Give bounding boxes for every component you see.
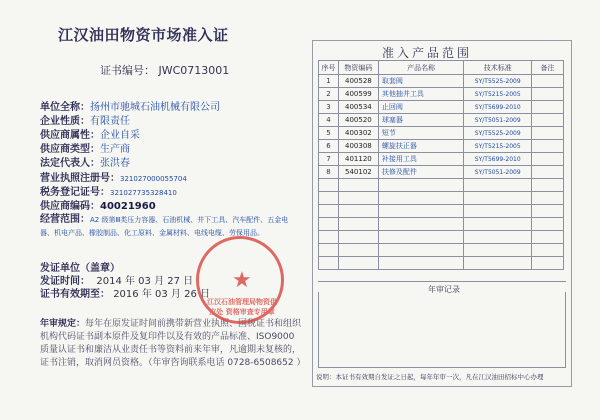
table-cell-no: 7 [319, 153, 339, 166]
product-scope-title: 准入产品范围 [382, 46, 473, 60]
seal-text: 江汉石油管理局物资供应处 资格审查专用章 [207, 297, 277, 316]
table-cell-note [532, 179, 564, 192]
table-cell-no: 1 [319, 75, 339, 88]
table-row [319, 127, 564, 140]
table-cell-code: 400599 [338, 88, 378, 101]
issue-unit-label: 发证单位（盖章） [40, 263, 120, 274]
table-cell-code: 400534 [338, 101, 378, 114]
table-cell-std: SY/T5051-2009 [464, 114, 532, 127]
field-label: 税务登记证号： [40, 187, 110, 198]
table-cell-name: 螺旋扶正器 [378, 140, 464, 153]
table-cell-name [378, 244, 464, 257]
field-tax-registration [40, 183, 177, 198]
field-supplier-attribute [40, 126, 140, 141]
table-cell-note [532, 140, 564, 153]
table-cell-std: SY/T5525-2009 [464, 127, 532, 140]
table-cell-no: 8 [319, 166, 339, 179]
table-cell-code: 400520 [338, 114, 378, 127]
table-cell-note [532, 257, 564, 270]
field-value: 321027735328410 [110, 189, 177, 197]
issue-date-label: 发证时间： [40, 276, 90, 287]
annual-review-box [318, 292, 566, 368]
table-row [319, 114, 564, 127]
valid-date-label: 证书有效期至： [40, 289, 110, 300]
field-label: 供应商属性： [40, 130, 100, 141]
certificate-number [100, 62, 229, 78]
field-company-name [40, 98, 220, 113]
table-cell-std [464, 231, 532, 244]
table-cell-no [319, 192, 339, 205]
field-label: 供应商编码： [40, 201, 100, 212]
review-label: 年审规定： [40, 319, 86, 329]
column-header: 序号 [319, 61, 339, 75]
table-cell-std: SY/T5051-2009 [464, 166, 532, 179]
table-cell-no [319, 244, 339, 257]
table-cell-std: SY/T5699-2010 [464, 153, 532, 166]
table-cell-note [532, 153, 564, 166]
product-table [318, 60, 564, 270]
table-cell-no: 6 [319, 140, 339, 153]
table-cell-name: 短节 [378, 127, 464, 140]
table-cell-code [338, 205, 378, 218]
table-cell-note [532, 244, 564, 257]
field-label: 单位全称： [40, 102, 90, 113]
column-header: 物资编码 [338, 61, 378, 75]
table-cell-no [319, 257, 339, 270]
table-row [319, 140, 564, 153]
table-cell-name [378, 205, 464, 218]
table-row [319, 218, 564, 231]
table-cell-code [338, 244, 378, 257]
table-row [319, 75, 564, 88]
field-value: 321027000055704 [120, 175, 187, 183]
certificate-number-value: JWC0713001 [158, 64, 230, 77]
table-cell-name [378, 231, 464, 244]
table-cell-note [532, 88, 564, 101]
field-value: 生产商 [100, 144, 130, 155]
table-row [319, 192, 564, 205]
table-cell-no [319, 205, 339, 218]
table-cell-std: SY/T5215-2005 [464, 140, 532, 153]
table-cell-std [464, 218, 532, 231]
star-icon: ★ [232, 268, 252, 293]
annual-review-rules [40, 318, 305, 370]
table-cell-name [378, 179, 464, 192]
column-header: 备注 [532, 61, 564, 75]
table-cell-no [319, 179, 339, 192]
column-header: 技术标准 [464, 61, 532, 75]
table-cell-name [378, 218, 464, 231]
field-value: 张洪春 [100, 158, 130, 169]
official-seal [196, 236, 284, 324]
table-row [319, 244, 564, 257]
issue-date-value: 2014 年 03 月 27 日 [96, 276, 194, 287]
table-cell-name: 球塞器 [378, 114, 464, 127]
field-business-license [40, 169, 187, 184]
field-label: 企业性质： [40, 116, 90, 127]
field-value: 扬州市驰城石油机械有限公司 [90, 102, 220, 113]
table-cell-no: 2 [319, 88, 339, 101]
field-legal-representative [40, 154, 130, 169]
table-cell-name: 其他抽井工具 [378, 88, 464, 101]
table-cell-code: 400308 [338, 140, 378, 153]
table-cell-name: 止回阀 [378, 101, 464, 114]
annual-review-title: 年审记录 [428, 285, 460, 294]
field-supplier-code [40, 197, 156, 212]
business-scope [40, 213, 302, 240]
table-row [319, 153, 564, 166]
table-cell-name [378, 257, 464, 270]
table-cell-code: 540102 [338, 166, 378, 179]
field-value: 企业自采 [100, 130, 140, 141]
table-header-row [319, 61, 564, 75]
table-cell-code [338, 192, 378, 205]
field-supplier-type [40, 140, 130, 155]
table-row [319, 257, 564, 270]
column-header: 产品名称 [378, 61, 464, 75]
table-cell-code: 400528 [338, 75, 378, 88]
table-cell-note [532, 192, 564, 205]
table-cell-name: 扶修及配件 [378, 166, 464, 179]
valid-date-value: 2016 年 03 月 26 日 [113, 289, 210, 300]
table-cell-code: 401120 [338, 153, 378, 166]
table-cell-no [319, 231, 339, 244]
table-cell-no [319, 218, 339, 231]
table-cell-name: 补接用工具 [378, 153, 464, 166]
footnote: 说明：本证书有效期自发证之日起，每年年审一次，凡在江汉油田招标中心办理 [316, 373, 544, 381]
table-row [319, 179, 564, 192]
table-cell-code [338, 218, 378, 231]
table-cell-std [464, 205, 532, 218]
table-cell-std [464, 179, 532, 192]
table-cell-code [338, 257, 378, 270]
table-cell-std: SY/T5215-2005 [464, 88, 532, 101]
table-cell-note [532, 127, 564, 140]
table-row [319, 205, 564, 218]
field-label: 供应商类型： [40, 144, 100, 155]
business-scope-text: A2 级第Ⅲ类压力容器、石油机械、井下工具、汽车配件、五金电器、机电产品、橡胶制品、化工原料、金属材料、电线电缆、劳保用品。 [40, 216, 289, 237]
table-cell-note [532, 218, 564, 231]
table-cell-note [532, 101, 564, 114]
certificate-title: 江汉油田物资市场准入证 [58, 26, 229, 44]
table-cell-code [338, 231, 378, 244]
table-cell-no: 3 [319, 101, 339, 114]
table-row [319, 166, 564, 179]
table-row [319, 101, 564, 114]
divider [318, 281, 566, 282]
table-cell-no: 5 [319, 127, 339, 140]
certificate-number-label: 证书编号： [100, 64, 155, 77]
table-cell-name: 取套阀 [378, 75, 464, 88]
field-label: 法定代表人： [40, 158, 100, 169]
table-cell-std [464, 244, 532, 257]
table-cell-note [532, 231, 564, 244]
table-cell-std [464, 192, 532, 205]
business-scope-label: 经营范围： [40, 214, 90, 225]
table-cell-std: SY/T5699-2010 [464, 101, 532, 114]
table-cell-no: 4 [319, 114, 339, 127]
review-text: 每年在原发证时间前携带新营业执照、国税证书和组织机构代码证书副本原件及复印件以及有效的产品标准、ISO9000 质量认证书和廉洁从业责任书等资料前来年审，凡逾期未复核的，证书注销，取消网员资格。（年审咨询联系电话 0728-6508652 ） [40, 319, 306, 368]
table-cell-std: SY/T5525-2009 [464, 75, 532, 88]
field-label: 营业执照注册号： [40, 173, 120, 184]
table-cell-note [532, 75, 564, 88]
field-value: 40021960 [100, 201, 156, 212]
table-cell-code: 400302 [338, 127, 378, 140]
field-value: 有限责任 [90, 116, 130, 127]
table-cell-name [378, 192, 464, 205]
table-cell-note [532, 166, 564, 179]
field-company-nature [40, 112, 130, 127]
table-cell-note [532, 205, 564, 218]
table-cell-note [532, 114, 564, 127]
table-cell-code [338, 179, 378, 192]
table-cell-std [464, 257, 532, 270]
table-row [319, 231, 564, 244]
table-row [319, 88, 564, 101]
